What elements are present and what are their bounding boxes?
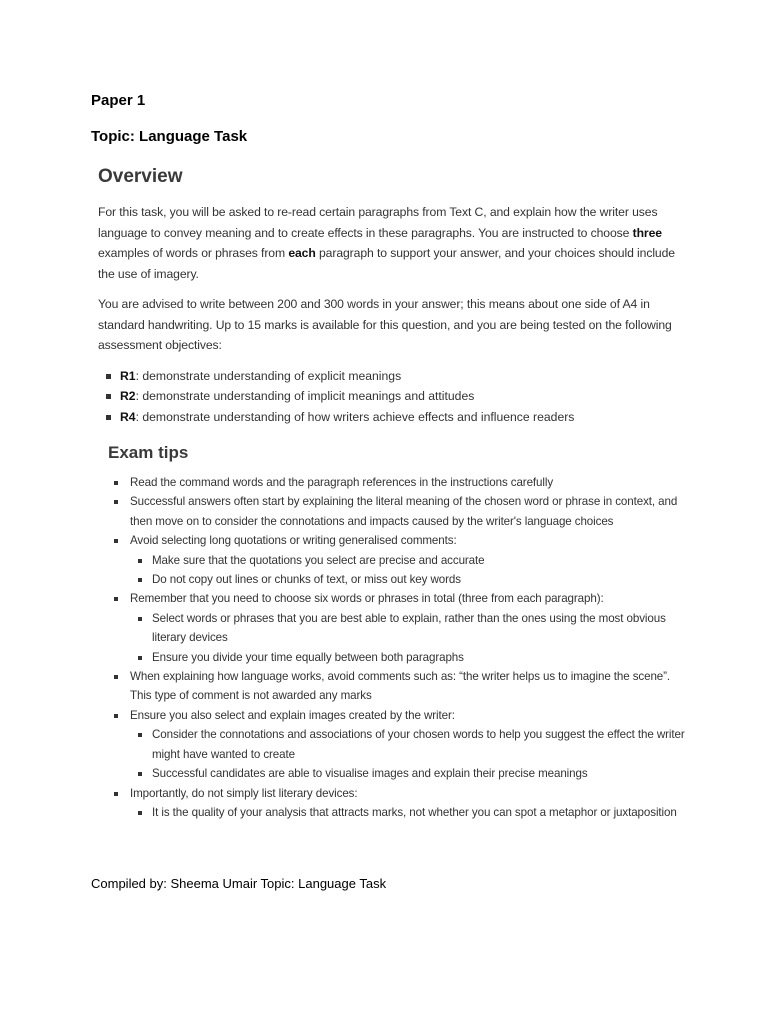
overview-p1-bold-three: three — [632, 225, 662, 240]
exam-tips-heading: Exam tips — [108, 443, 189, 462]
sub-tips-list — [130, 725, 686, 783]
tip-text: Importantly, do not simply list literary devices: — [130, 786, 358, 800]
overview-p1-bold-each: each — [288, 246, 316, 260]
overview-paragraph-2: You are advised to write between 200 and 300 words in your answer; this means about one side of A4 in standard handwriting. Up to 15 marks is available for this question, and you are being tested on the following assessment objectives: — [98, 297, 672, 352]
tip-text: Read the command words and the paragraph references in the instructions carefully — [130, 476, 554, 489]
tip-item — [114, 473, 686, 492]
tip-text: Ensure you also select and explain images created by the writer: — [130, 708, 455, 722]
content-card — [96, 160, 686, 822]
objective-text: : demonstrate understanding of explicit meanings — [135, 368, 402, 383]
sub-tip-item: Do not copy out lines or chunks of text, or miss out key words — [138, 570, 686, 589]
tip-text: When explaining how language works, avoid comments such as: “the writer helps us to imagine the scene”. This type of comment is not awarded any marks — [130, 670, 671, 703]
sub-tips-list — [130, 609, 686, 667]
exam-tips-list — [96, 473, 686, 822]
sub-tip-item: Make sure that the quotations you select are precise and accurate — [138, 551, 686, 570]
sub-tip-item: Consider the connotations and associations of your chosen words to help you suggest the effect the writer might have wanted to create — [138, 725, 686, 764]
sub-tip-item: Ensure you divide your time equally between both paragraphs — [138, 648, 686, 667]
sub-tip-item: Select words or phrases that you are best able to explain, rather than the ones using the most obvious literary devices — [138, 609, 686, 648]
overview-p1-text-2: examples of words or phrases from — [98, 246, 289, 260]
objectives-list — [96, 366, 686, 428]
objective-text: : demonstrate understanding of how writers achieve effects and influence readers — [135, 409, 575, 424]
objective-code: R2 — [120, 389, 136, 403]
overview-paragraph-1 — [98, 202, 686, 284]
tip-item — [114, 706, 686, 784]
objective-item — [106, 386, 686, 407]
paper-title: Paper 1 — [91, 92, 146, 109]
tip-text: Avoid selecting long quotations or writing generalised comments: — [130, 534, 457, 548]
footer-credit: Compiled by: Sheema Umair Topic: Language Task — [91, 876, 387, 891]
objective-text: : demonstrate understanding of implicit meanings and attitudes — [135, 389, 475, 403]
objective-item — [106, 366, 686, 387]
tip-item — [114, 589, 686, 667]
tip-text: Remember that you need to choose six words or phrases in total (three from each paragraph): — [130, 592, 604, 606]
objective-code: R4 — [120, 409, 136, 424]
sub-tips-list — [130, 551, 686, 590]
tip-item — [114, 784, 686, 823]
objective-code: R1 — [120, 368, 136, 383]
overview-p1-text-3: paragraph to support your answer, and your choices should include the use of imagery. — [98, 246, 675, 281]
sub-tip-item: Successful candidates are able to visualise images and explain their precise meanings — [138, 764, 686, 783]
tip-text: Successful answers often start by explaining the literal meaning of the chosen word or phrase in context, and then move on to consider the connotations and impacts caused by the writer's language choices — [130, 495, 678, 528]
tip-item — [114, 531, 686, 589]
objective-item — [106, 407, 686, 428]
overview-p1-text-1: For this task, you will be asked to re-read certain paragraphs from Text C, and explain how the writer uses language to convey meaning and to create effects in these paragraphs. You are instructed to choose — [98, 205, 658, 240]
tip-item — [114, 492, 686, 531]
sub-tips-list — [130, 803, 686, 822]
overview-heading: Overview — [98, 166, 183, 187]
topic-title: Topic: Language Task — [91, 128, 248, 145]
sub-tip-item: It is the quality of your analysis that attracts marks, not whether you can spot a metaphor or juxtaposition — [138, 803, 686, 822]
tip-item — [114, 667, 686, 706]
